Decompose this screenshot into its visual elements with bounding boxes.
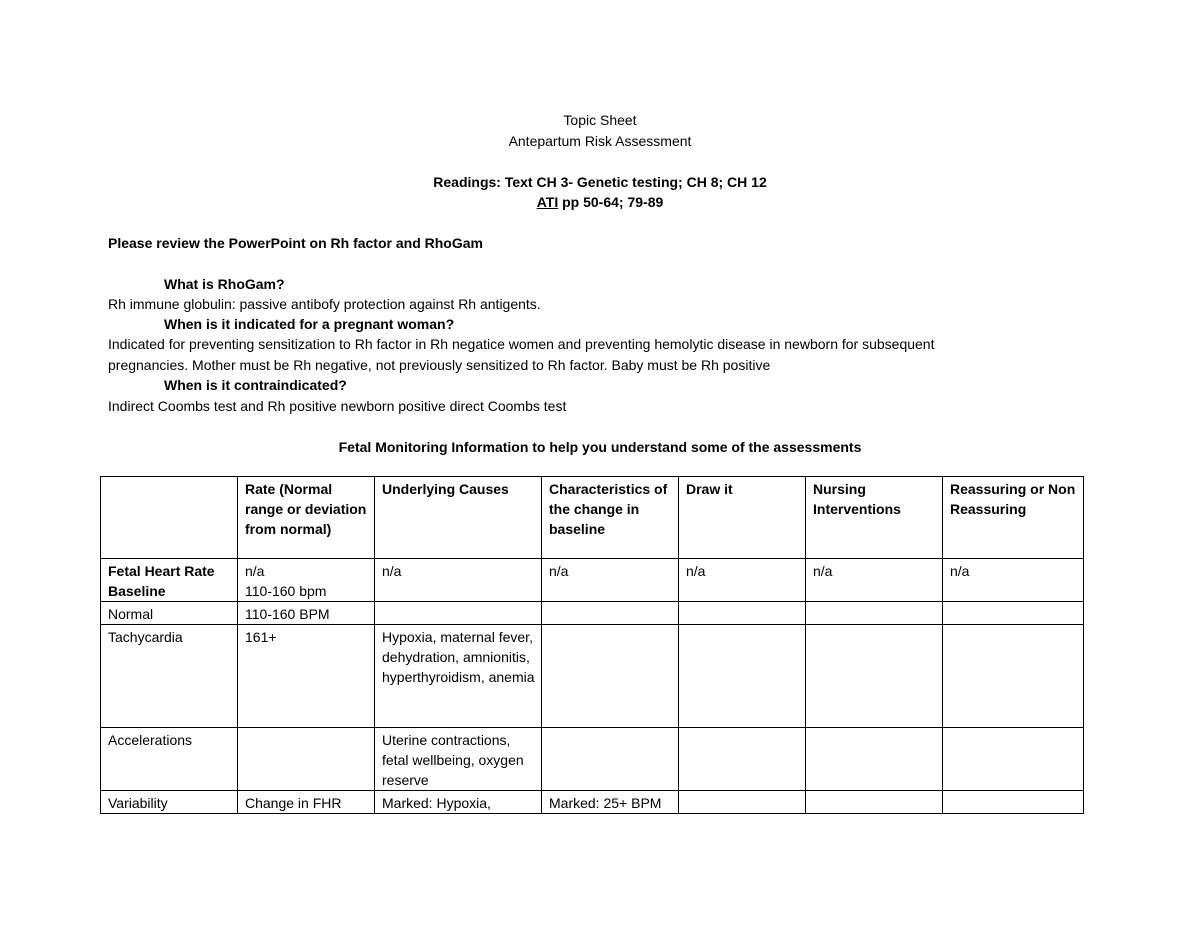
table-cell [806,602,943,625]
header-cell-rate: Rate (Normal range or deviation from normal) [238,477,375,559]
question-contraindication: When is it contraindicated? [164,377,347,393]
table-cell: Uterine contractions, fetal wellbeing, oxygen reserve [375,728,542,791]
ati-label: ATI [536,194,559,210]
table-cell [679,791,806,814]
answer-indication-line2: pregnancies. Mother must be Rh negative, not previously sensitized to Rh factor. Baby must be Rh positive [108,357,771,373]
table-cell: n/a 110-160 bpm [238,559,375,602]
table-cell [375,602,542,625]
answer-contraindication: Indirect Coombs test and Rh positive newborn positive direct Coombs test [108,398,567,414]
table-cell [943,625,1084,728]
table-cell: 110-160 BPM [238,602,375,625]
table-cell: n/a [679,559,806,602]
question-what-is-rhogam: What is RhoGam? [164,276,285,292]
table-row [101,602,1084,625]
table-row [101,559,1084,602]
table-cell [542,625,679,728]
table-cell [542,602,679,625]
header-cell-nursing-interventions: Nursing Interventions [806,477,943,559]
question-indication: When is it indicated for a pregnant woman? [164,316,455,332]
row-label-tachycardia: Tachycardia [101,625,238,728]
table-cell: n/a [943,559,1084,602]
table-cell: n/a [375,559,542,602]
header-cell-draw-it: Draw it [679,477,806,559]
row-label-variability: Variability [101,791,238,814]
readings-line: Readings: Text CH 3- Genetic testing; CH 8; CH 12 [433,174,767,190]
table-cell [806,791,943,814]
table-row [101,625,1084,728]
page-title: Topic Sheet [563,112,637,128]
row-label-normal: Normal [101,602,238,625]
header-cell-corner [101,477,238,559]
table-row [101,791,1084,814]
table-cell [679,602,806,625]
ati-line [0,192,1200,212]
table-cell [679,625,806,728]
fetal-monitoring-table [100,476,1084,814]
header-cell-causes: Underlying Causes [375,477,542,559]
header-cell-characteristics: Characteristics of the change in baseline [542,477,679,559]
table-cell: Marked: Hypoxia, [375,791,542,814]
table-cell: 161+ [238,625,375,728]
row-label-fhr-baseline: Fetal Heart Rate Baseline [101,559,238,602]
table-cell [943,791,1084,814]
table-cell [679,728,806,791]
table-cell [943,728,1084,791]
table-cell: Change in FHR [238,791,375,814]
table-cell: n/a [806,559,943,602]
table-cell [806,728,943,791]
table-title: Fetal Monitoring Information to help you understand some of the assessments [338,439,862,455]
table-cell [238,728,375,791]
table-row [101,728,1084,791]
table-header-row [101,477,1084,559]
answer-what-is-rhogam: Rh immune globulin: passive antibofy protection against Rh antigents. [108,296,541,312]
table-cell: n/a [542,559,679,602]
page-subtitle: Antepartum Risk Assessment [508,133,692,149]
review-note: Please review the PowerPoint on Rh factor and RhoGam [108,235,483,251]
table-cell [542,728,679,791]
answer-indication-line1: Indicated for preventing sensitization to Rh factor in Rh negatice women and preventing hemolytic disease in newborn for subsequent [108,336,935,352]
ati-pages: pp 50-64; 79-89 [558,194,664,210]
table-cell: Hypoxia, maternal fever, dehydration, amnionitis, hyperthyroidism, anemia [375,625,542,728]
table-cell [806,625,943,728]
header-cell-reassuring: Reassuring or Non Reassuring [943,477,1084,559]
table-cell: Marked: 25+ BPM [542,791,679,814]
row-label-accelerations: Accelerations [101,728,238,791]
table-cell [943,602,1084,625]
